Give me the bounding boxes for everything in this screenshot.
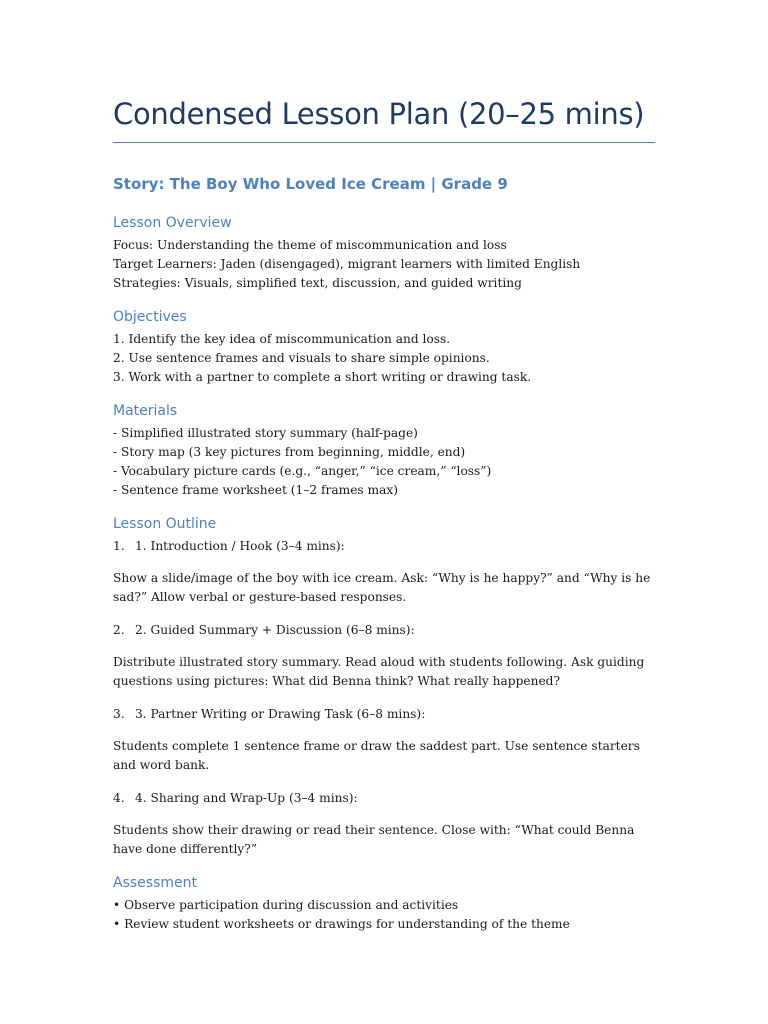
step-label: 2. Guided Summary + Discussion (6–8 mins): [135, 623, 415, 637]
step-number: 1. [113, 539, 125, 553]
outline-step-title [113, 537, 658, 556]
overview-strategies-line: Strategies: Visuals, simplified text, discussion, and guided writing [113, 276, 522, 290]
assessment-item: • Observe participation during discussion and activities [113, 898, 459, 912]
objectives-section [113, 306, 658, 387]
step-number: 2. [113, 623, 125, 637]
outline-step-text: Students show their drawing or read their sentence. Close with: “What could Benna have done differently?” [113, 823, 635, 856]
lesson-outline-section [113, 513, 658, 859]
objectives-heading: Objectives [113, 309, 187, 325]
overview-focus-line: Focus: Understanding the theme of miscommunication and loss [113, 238, 507, 252]
objective-item: 3. Work with a partner to complete a short writing or drawing task. [113, 370, 532, 384]
outline-step-text: Distribute illustrated story summary. Read aloud with students following. Ask guiding questions using pictures: What did Benna think? What really happened? [113, 655, 645, 688]
material-item: - Vocabulary picture cards (e.g., “anger,” “ice cream,” “loss”) [113, 464, 492, 478]
objective-item: 1. Identify the key idea of miscommunication and loss. [113, 332, 451, 346]
story-subtitle: Story: The Boy Who Loved Ice Cream | Grade 9 [113, 175, 508, 193]
outline-step-title [113, 789, 658, 808]
outline-step-title [113, 621, 658, 640]
lesson-outline-heading: Lesson Outline [113, 516, 217, 532]
outline-step-title [113, 705, 658, 724]
material-item: - Sentence frame worksheet (1–2 frames max) [113, 483, 398, 497]
title-underline [113, 142, 655, 143]
step-label: 1. Introduction / Hook (3–4 mins): [135, 539, 345, 553]
document-title: Condensed Lesson Plan (20–25 mins) [113, 97, 645, 131]
overview-learners-line: Target Learners: Jaden (disengaged), migrant learners with limited English [113, 257, 581, 271]
material-item: - Simplified illustrated story summary (half-page) [113, 426, 418, 440]
outline-step-text: Students complete 1 sentence frame or draw the saddest part. Use sentence starters and word bank. [113, 739, 640, 772]
lesson-overview-section [113, 212, 658, 293]
material-item: - Story map (3 key pictures from beginning, middle, end) [113, 445, 466, 459]
step-number: 3. [113, 707, 125, 721]
assessment-heading: Assessment [113, 875, 197, 891]
materials-section [113, 400, 658, 500]
step-label: 3. Partner Writing or Drawing Task (6–8 mins): [135, 707, 426, 721]
assessment-section [113, 872, 658, 934]
assessment-item: • Review student worksheets or drawings for understanding of the theme [113, 917, 570, 931]
lesson-overview-heading: Lesson Overview [113, 215, 232, 231]
outline-step-text: Show a slide/image of the boy with ice cream. Ask: “Why is he happy?” and “Why is he sad?” Allow verbal or gesture-based responses. [113, 571, 651, 604]
document-page [113, 92, 658, 934]
step-number: 4. [113, 791, 125, 805]
objective-item: 2. Use sentence frames and visuals to share simple opinions. [113, 351, 490, 365]
step-label: 4. Sharing and Wrap-Up (3–4 mins): [135, 791, 358, 805]
materials-heading: Materials [113, 403, 178, 419]
